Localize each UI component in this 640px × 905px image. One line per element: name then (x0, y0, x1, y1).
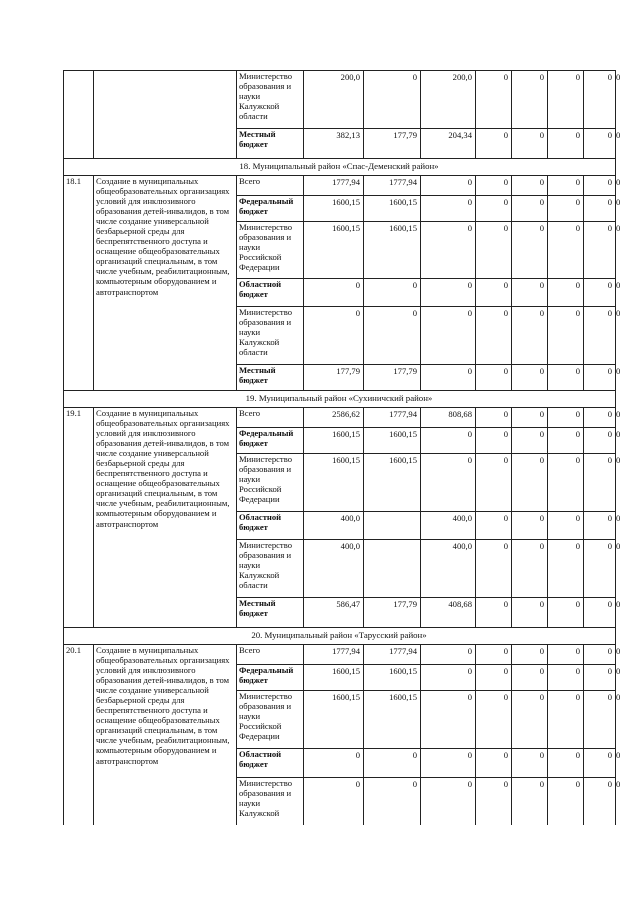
value-cell: 0 (503, 513, 508, 523)
value-cell: 0 (539, 455, 544, 465)
value-cell: 0 (467, 646, 472, 656)
value-cell: 0 (616, 429, 621, 439)
value-cell: 0 (616, 779, 621, 789)
value-cell: 0 (575, 429, 580, 439)
value-cell: 0 (539, 308, 544, 318)
value-cell: 1600,15 (389, 197, 417, 207)
budget-source-label: Министерство образования и науки Калужской области (239, 71, 292, 122)
value-cell: 0 (503, 692, 508, 702)
value-cell: 0 (467, 666, 472, 676)
value-cell: 0 (616, 366, 621, 376)
value-cell: 0 (503, 72, 508, 82)
value-cell: 0 (355, 308, 360, 318)
value-cell: 0 (607, 409, 612, 419)
value-cell: 1777,94 (332, 177, 360, 187)
value-cell: 0 (575, 541, 580, 551)
value-cell: 1600,15 (332, 692, 360, 702)
budget-source-label: Областной бюджет (239, 749, 282, 770)
value-cell: 1600,15 (389, 692, 417, 702)
value-cell: 0 (503, 541, 508, 551)
value-cell: 0 (467, 223, 472, 233)
value-cell: 0 (503, 308, 508, 318)
value-cell: 0 (467, 366, 472, 376)
value-cell: 0 (503, 409, 508, 419)
value-cell: 0 (539, 409, 544, 419)
value-cell: 0 (607, 72, 612, 82)
item-description: Создание в муниципальных общеобразовательных организациях условий для инклюзивного образования детей-инвалидов, в том числе создание универсальной безбарьерной среды для беспрепятственного доступа и оснащение общеобразовательных организаций специальным, в том числе учебным, реабилитационным, компьютерным оборудованием и автотранспортом (96, 176, 230, 297)
value-cell: 204,34 (448, 130, 472, 140)
budget-source-label: Министерство образования и науки Российской Федерации (239, 222, 292, 273)
value-cell: 0 (539, 366, 544, 376)
value-cell: 1777,94 (389, 646, 417, 656)
value-cell: 0 (575, 177, 580, 187)
budget-table (63, 70, 621, 845)
value-cell: 0 (355, 750, 360, 760)
value-cell: 0 (575, 197, 580, 207)
value-cell: 0 (575, 779, 580, 789)
budget-source-label: Местный бюджет (239, 129, 276, 150)
value-cell: 0 (575, 366, 580, 376)
value-cell: 0 (575, 692, 580, 702)
section-header: 18. Муниципальный район «Спас-Деменский район» (239, 161, 439, 171)
value-cell: 0 (355, 280, 360, 290)
value-cell: 0 (575, 130, 580, 140)
value-cell: 1777,94 (389, 177, 417, 187)
value-cell: 0 (616, 177, 621, 187)
value-cell: 1600,15 (332, 223, 360, 233)
value-cell: 0 (539, 130, 544, 140)
value-cell: 0 (616, 455, 621, 465)
value-cell: 0 (467, 779, 472, 789)
value-cell (363, 539, 420, 597)
value-cell: 0 (503, 280, 508, 290)
value-cell: 0 (607, 513, 612, 523)
value-cell: 0 (616, 223, 621, 233)
value-cell: 0 (539, 541, 544, 551)
value-cell: 0 (575, 599, 580, 609)
value-cell: 808,68 (448, 409, 472, 419)
value-cell (363, 511, 420, 539)
value-cell: 0 (467, 197, 472, 207)
value-cell: 177,79 (336, 366, 360, 376)
value-cell: 1600,15 (332, 455, 360, 465)
value-cell: 0 (412, 779, 417, 789)
value-cell: 0 (539, 513, 544, 523)
value-cell: 0 (616, 750, 621, 760)
value-cell: 0 (503, 666, 508, 676)
value-cell: 0 (539, 750, 544, 760)
item-description: Создание в муниципальных общеобразовательных организациях условий для инклюзивного образования детей-инвалидов, в том числе создание универсальной безбарьерной среды для беспрепятственного доступа и оснащение общеобразовательных организаций специальным, в том числе учебным, реабилитационным, компьютерным оборудованием и автотранспортом (96, 645, 230, 766)
value-cell: 0 (575, 72, 580, 82)
value-cell: 0 (412, 750, 417, 760)
value-cell: 0 (607, 429, 612, 439)
value-cell: 0 (616, 409, 621, 419)
value-cell: 0 (607, 455, 612, 465)
value-cell: 0 (607, 223, 612, 233)
value-cell: 0 (539, 177, 544, 187)
budget-source-label: Министерство образования и науки Калужской области (239, 307, 292, 358)
value-cell: 0 (575, 750, 580, 760)
budget-source-label: Министерство образования и науки Калужской (239, 778, 292, 819)
value-cell: 177,79 (393, 366, 417, 376)
value-cell: 0 (607, 666, 612, 676)
value-cell: 1777,94 (389, 409, 417, 419)
value-cell: 0 (575, 513, 580, 523)
value-cell: 1600,15 (332, 429, 360, 439)
value-cell: 1600,15 (389, 666, 417, 676)
value-cell: 0 (616, 130, 621, 140)
value-cell: 0 (503, 429, 508, 439)
value-cell: 0 (607, 197, 612, 207)
budget-source-label: Всего (239, 645, 261, 655)
value-cell: 0 (503, 599, 508, 609)
value-cell: 0 (503, 779, 508, 789)
value-cell: 0 (616, 541, 621, 551)
section-header: 20. Муниципальный район «Тарусский район» (251, 630, 427, 640)
value-cell: 0 (503, 366, 508, 376)
budget-source-label: Всего (239, 408, 261, 418)
value-cell: 177,79 (393, 130, 417, 140)
value-cell: 0 (575, 409, 580, 419)
budget-source-label: Областной бюджет (239, 279, 282, 300)
value-cell: 0 (503, 130, 508, 140)
value-cell: 1600,15 (389, 455, 417, 465)
value-cell: 0 (575, 223, 580, 233)
budget-source-label: Федеральный бюджет (239, 196, 294, 217)
budget-source-label: Федеральный бюджет (239, 428, 294, 449)
value-cell: 0 (616, 513, 621, 523)
value-cell: 1600,15 (332, 666, 360, 676)
value-cell: 0 (539, 223, 544, 233)
item-description: Создание в муниципальных общеобразовательных организациях условий для инклюзивного образования детей-инвалидов, в том числе создание универсальной безбарьерной среды для беспрепятственного доступа и оснащение общеобразовательных организаций специальным, в том числе учебным, реабилитационным, компьютерным оборудованием и автотранспортом (96, 408, 230, 529)
value-cell: 200,0 (452, 72, 472, 82)
value-cell: 0 (503, 646, 508, 656)
value-cell: 400,0 (340, 513, 360, 523)
value-cell: 0 (539, 599, 544, 609)
value-cell: 400,0 (340, 541, 360, 551)
value-cell: 0 (607, 280, 612, 290)
section-header: 19. Муниципальный район «Сухиничский район» (245, 393, 433, 403)
value-cell: 0 (412, 72, 417, 82)
value-cell: 400,0 (452, 541, 472, 551)
value-cell: 0 (467, 750, 472, 760)
value-cell: 0 (467, 308, 472, 318)
value-cell: 0 (539, 646, 544, 656)
value-cell: 0 (503, 455, 508, 465)
value-cell: 0 (575, 455, 580, 465)
value-cell: 1777,94 (332, 646, 360, 656)
value-cell: 586,47 (336, 599, 360, 609)
value-cell: 0 (616, 692, 621, 702)
value-cell: 0 (616, 666, 621, 676)
value-cell: 2586,62 (332, 409, 360, 419)
value-cell: 0 (607, 692, 612, 702)
value-cell: 0 (616, 599, 621, 609)
value-cell: 0 (412, 280, 417, 290)
item-number: 20.1 (66, 645, 82, 655)
value-cell: 0 (607, 750, 612, 760)
value-cell: 0 (467, 177, 472, 187)
value-cell: 0 (503, 177, 508, 187)
value-cell: 0 (607, 646, 612, 656)
value-cell: 0 (539, 197, 544, 207)
value-cell: 0 (575, 646, 580, 656)
value-cell: 0 (607, 366, 612, 376)
value-cell: 0 (503, 223, 508, 233)
value-cell: 382,13 (336, 130, 360, 140)
value-cell: 200,0 (340, 72, 360, 82)
item-number: 19.1 (66, 408, 82, 418)
value-cell: 0 (616, 72, 621, 82)
value-cell: 0 (503, 750, 508, 760)
value-cell: 0 (607, 779, 612, 789)
value-cell: 0 (575, 666, 580, 676)
value-cell: 1600,15 (389, 429, 417, 439)
value-cell: 0 (467, 280, 472, 290)
value-cell: 0 (539, 779, 544, 789)
value-cell: 0 (607, 130, 612, 140)
value-cell: 0 (539, 429, 544, 439)
value-cell: 0 (616, 646, 621, 656)
value-cell: 0 (467, 455, 472, 465)
budget-source-label: Федеральный бюджет (239, 665, 294, 686)
value-cell: 0 (575, 280, 580, 290)
value-cell: 1600,15 (332, 197, 360, 207)
budget-source-label: Всего (239, 176, 261, 186)
value-cell: 177,79 (393, 599, 417, 609)
value-cell: 0 (607, 541, 612, 551)
budget-source-label: Министерство образования и науки Калужской области (239, 540, 292, 591)
budget-source-label: Областной бюджет (239, 512, 282, 533)
value-cell: 0 (539, 692, 544, 702)
value-cell: 0 (607, 599, 612, 609)
budget-source-label: Местный бюджет (239, 365, 276, 386)
value-cell: 0 (607, 177, 612, 187)
value-cell: 0 (503, 197, 508, 207)
value-cell: 408,68 (448, 599, 472, 609)
item-number: 18.1 (66, 176, 82, 186)
value-cell: 0 (412, 308, 417, 318)
value-cell: 0 (467, 692, 472, 702)
value-cell: 0 (539, 72, 544, 82)
value-cell: 0 (539, 280, 544, 290)
value-cell: 0 (467, 429, 472, 439)
value-cell: 0 (616, 197, 621, 207)
value-cell: 0 (616, 280, 621, 290)
value-cell: 0 (355, 779, 360, 789)
value-cell: 1600,15 (389, 223, 417, 233)
budget-source-label: Министерство образования и науки Российской Федерации (239, 691, 292, 742)
value-cell: 0 (607, 308, 612, 318)
budget-source-label: Местный бюджет (239, 598, 276, 619)
value-cell: 0 (575, 308, 580, 318)
budget-source-label: Министерство образования и науки Российской Федерации (239, 454, 292, 505)
value-cell: 0 (616, 308, 621, 318)
value-cell: 0 (539, 666, 544, 676)
value-cell: 400,0 (452, 513, 472, 523)
